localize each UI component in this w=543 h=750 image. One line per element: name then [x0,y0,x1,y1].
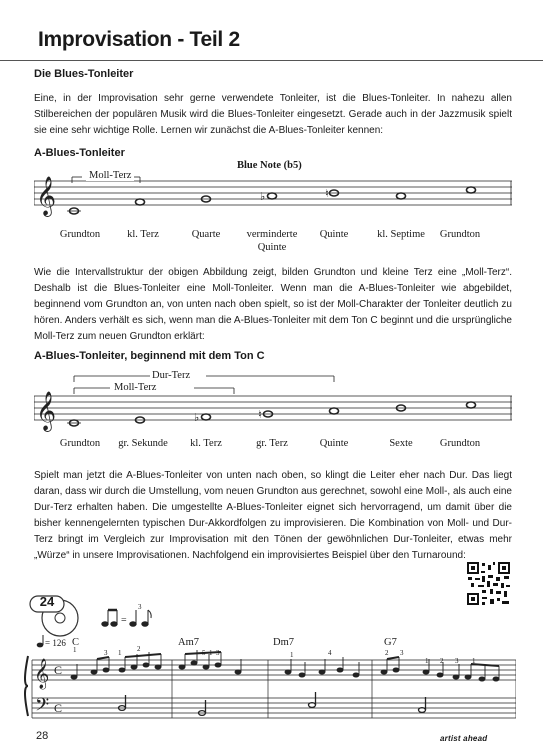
ex2-label-3: kl. Terz [190,438,222,449]
paragraph-3: Spielt man jetzt die A-Blues-Tonleiter von unten nach oben, so klingt die Leiter eher nach Dur. Das liegt daran, dass wir durch die Umstellung, vom neuen Grundton aus gerechnet, sowohl eine Moll-, als auch eine Dur-Terz erhalten haben. Die umgestellte A-Blues-Tonleiter eignet sich hervorragend, um damit über die bisher kennengelernten typischen Dur-Akkordfolgen zu improvisieren. Die Kombination von Moll- und Dur-Terz bringt im Vergleich zur Improvisation mit den Tönen der gewöhnlichen Dur-Tonleiter, etwas mehr „Würze“ in unsere Improvisationen. Nachfolgend ein improvisiertes Beispiel über den Turnaround: [34,470,512,561]
fingering-8: 1 [290,651,294,659]
ex2-label-6: Sexte [389,438,413,449]
fingering-4: 2 [137,645,141,653]
ex2-label-5: Quinte [319,438,349,449]
fingering-14: 3 [455,657,459,665]
svg-text:C: C [54,701,63,715]
ex1-label-1: Grundton [59,229,101,240]
treble-clef-icon: 𝄞 [36,178,57,215]
fingering-7: 3 [216,649,220,657]
treble-clef-icon: 𝄞 [34,659,50,688]
fingering-6: 1 [209,649,213,657]
natural-icon: ♮ [325,188,329,200]
fingering-15: 1 [472,657,476,665]
swing-notation-icon [100,604,160,630]
melody-notes [71,650,499,681]
chord-c: C [72,637,80,648]
example2-heading: A-Blues-Tonleiter, beginnend mit dem Ton C [34,350,265,362]
title-rule [0,60,543,61]
fingering-12: 1 [425,657,429,665]
fingering-1: 1 [73,646,77,654]
tempo-marking: = 126 [45,638,66,648]
ex1-label-6: kl. Septime [377,229,425,240]
flat-icon: ♭ [194,412,200,424]
moll-terz-label-2: Moll-Terz [114,382,157,393]
fingering-9: 4 [328,649,332,657]
svg-text:C: C [54,663,63,677]
fingering-5: 5 [202,649,206,657]
ex1-label-7: Grundton [439,229,481,240]
brace-icon [25,656,28,716]
ex2-label-7: Grundton [439,438,481,449]
section-heading: Die Blues-Tonleiter [34,68,134,80]
intro-paragraph: Eine, in der Improvisation sehr gerne verwendete Tonleiter, ist die Blues-Tonleiter. In nahezu allen Stilbereichen der populären Musik wird die Blues-Tonleiter eingesetzt. Gerade auch in der Jazzmusik spielt sie eine sehr wichtige Rolle. Lernen wir zunächst die A-Blues-Tonleiter kennen: [34,93,512,136]
ex2-label-2: gr. Sekunde [118,438,168,449]
bass-notes [119,692,426,715]
ex1-label-4: verminderte Quinte [246,229,298,253]
chord-am7: Am7 [178,637,199,648]
dur-terz-label: Dur-Terz [152,370,191,381]
natural-icon: ♮ [258,409,262,421]
blue-note-label: Blue Note (b5) [237,160,302,171]
ex1-label-3: Quarte [191,229,221,240]
treble-clef-icon: 𝄞 [36,393,57,430]
ex2-label-1: Grundton [59,438,101,449]
bass-clef-icon: 𝄢 [35,694,50,719]
note-eb [268,193,277,199]
page-title: Improvisation - Teil 2 [38,28,240,51]
note-a2 [467,187,476,193]
svg-text:3: 3 [138,604,142,611]
svg-text:=: = [121,615,127,626]
moll-terz-label: Moll-Terz [86,170,134,181]
fingering-11: 3 [400,649,404,657]
page-number: 28 [36,730,49,742]
paragraph-2: Wie die Intervallstruktur der obigen Abbildung zeigt, bilden Grundton und kleine Terz eine „Moll-Terz“. Deshalb ist die Blues-Tonleiter eine Moll-Tonleiter. Wenn man die A-Blues-Tonleiter wie abgebildet, beginnend vom Grundton an, von unten nach oben spielt, so ist der Moll-Charakter der Tonleiter deutlich zu hören. Anders verhält es sich, wenn man die A-Blues-Tonleiter mit dem Ton C beginnt und die ursprüngliche Moll-Terz zum neuen Grundton erklärt: [34,267,512,342]
chord-dm7: Dm7 [273,637,294,648]
qr-code-icon[interactable] [466,561,511,606]
example1-heading: A-Blues-Tonleiter [34,147,125,159]
fingering-13: 2 [440,657,444,665]
track-number: 24 [39,594,55,609]
fingering-2: 3 [104,649,108,657]
fingering-10: 2 [385,649,389,657]
note-g [397,193,406,199]
ex1-label-2: kl. Terz [127,229,159,240]
note-c [136,199,145,205]
publisher-logo: artist ahead [440,734,488,743]
ex1-label-5: Quinte [319,229,349,240]
fingering-3: 1 [118,649,122,657]
ex2-label-4: gr. Terz [256,438,288,449]
flat-icon: ♭ [260,191,266,203]
example2-staff [34,368,512,438]
chord-g7: G7 [384,637,397,648]
